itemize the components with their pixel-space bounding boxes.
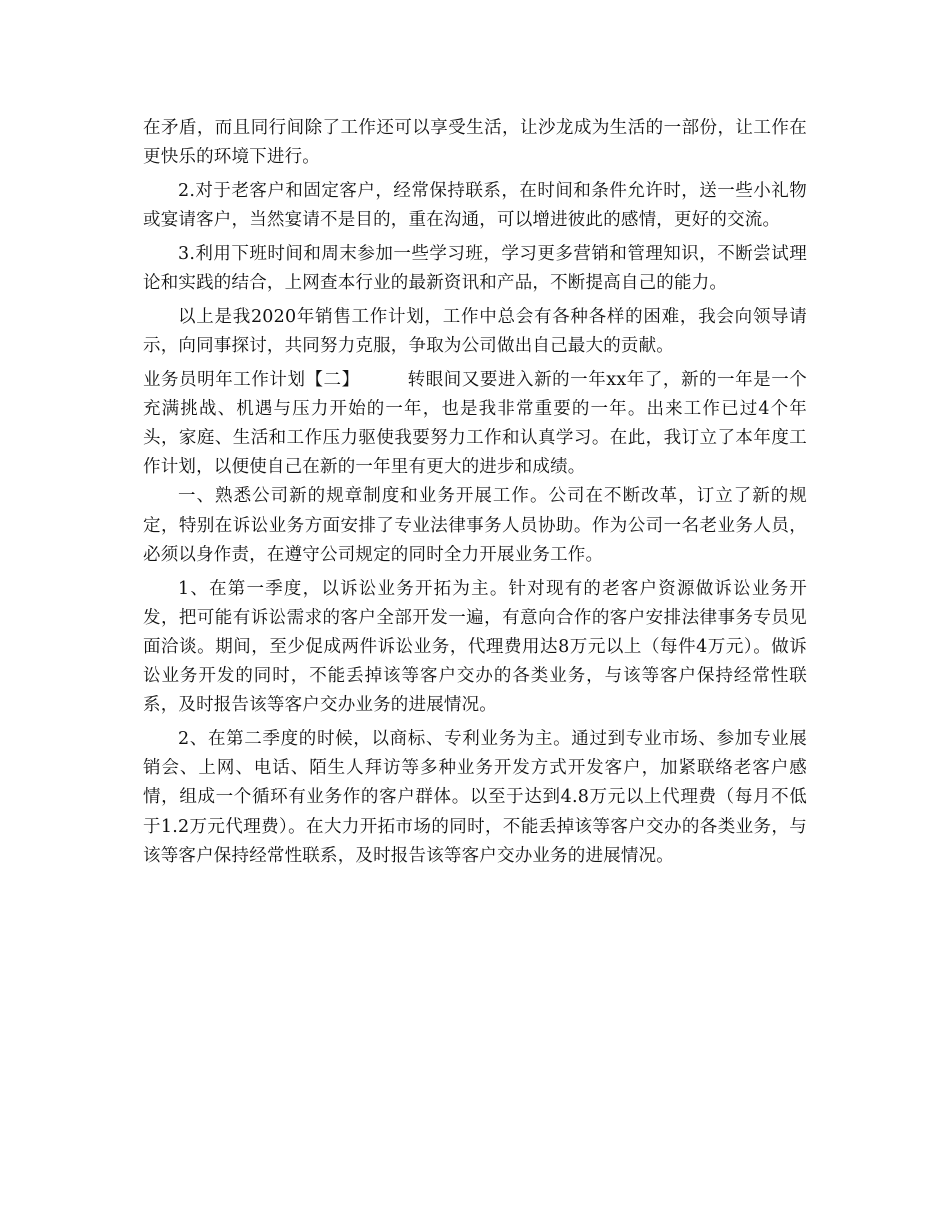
paragraph-item-3: 3.利用下班时间和周末参加一些学习班，学习更多营销和管理知识，不断尝试理论和实践的结合，上网查本行业的最新资讯和产品，不断提高自己的能力。 (143, 243, 807, 294)
section-heading: 业务员明年工作计划【二】 (143, 369, 360, 390)
section-heading-paragraph (143, 366, 807, 483)
document-body (143, 114, 807, 876)
paragraph-q1: 1、在第一季度，以诉讼业务开拓为主。针对现有的老客户资源做诉讼业务开发，把可能有诉讼需求的客户全部开发一遍，有意向合作的客户安排法律事务专员见面洽谈。期间，至少促成两件诉讼业务，代理费用达8万元以上（每件4万元）。做诉讼业务开发的同时，不能丢掉该等客户交办的各类业务，与该等客户保持经常性联系，及时报告该等客户交办业务的进展情况。 (143, 578, 807, 716)
paragraph-q2: 2、在第二季度的时候，以商标、专利业务为主。通过到专业市场、参加专业展销会、上网、电话、陌生人拜访等多种业务开发方式开发客户，加紧联络老客户感情，组成一个循环有业务作的客户群体。以至于达到4.8万元以上代理费（每月不低于1.2万元代理费）。在大力开拓市场的同时，不能丢掉该等客户交办的各类业务，与该等客户保持经常性联系，及时报告该等客户交办业务的进展情况。 (143, 729, 807, 866)
paragraph-continuation: 在矛盾，而且同行间除了工作还可以享受生活，让沙龙成为生活的一部份，让工作在更快乐的环境下进行。 (143, 118, 807, 168)
paragraph-item-2: 2.对于老客户和固定客户，经常保持联系，在时间和条件允许时，送一些小礼物或宴请客户，当然宴请不是目的，重在沟通，可以增进彼此的感情，更好的交流。 (143, 180, 807, 231)
paragraph-summary: 以上是我2020年销售工作计划，工作中总会有各种各样的困难，我会向领导请示，向同事探讨，共同努力克服，争取为公司做出自己最大的贡献。 (143, 306, 807, 356)
section-intro: 转眼间又要进入新的一年xx年了，新的一年是一个充满挑战、机遇与压力开始的一年，也是我非常重要的一年。出来工作已过4个年头，家庭、生活和工作压力驱使我要努力工作和认真学习。在此，我订立了本年度工作计划，以便使自己在新的一年里有更大的进步和成绩。 (143, 369, 807, 478)
paragraph-rules: 一、熟悉公司新的规章制度和业务开展工作。公司在不断改革，订立了新的规定，特别在诉讼业务方面安排了专业法律事务人员协助。作为公司一名老业务人员，必须以身作责，在遵守公司规定的同时全力开展业务工作。 (143, 486, 807, 565)
